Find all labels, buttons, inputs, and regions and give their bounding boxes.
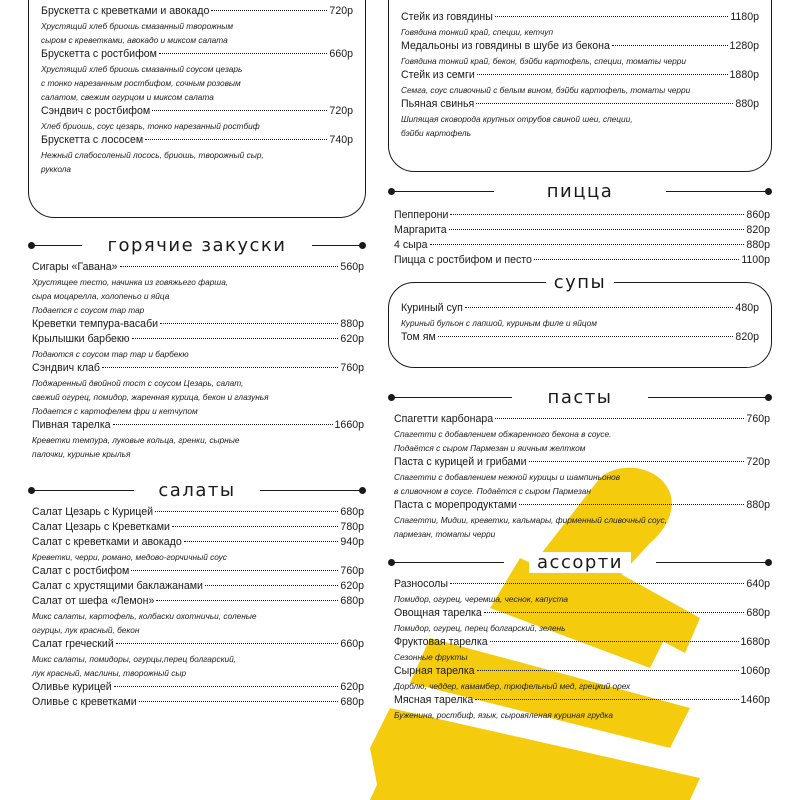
menu-item xyxy=(394,635,770,650)
item-description: с тонко нарезанным ростбифом, сочным розовым xyxy=(41,78,241,88)
menu-item xyxy=(41,47,353,62)
pizza-title: пицца xyxy=(539,181,622,202)
item-price: 880р xyxy=(340,318,364,330)
dot-leader xyxy=(211,10,327,11)
item-price: 480р xyxy=(735,302,759,314)
dot-leader xyxy=(172,526,338,527)
menu-item xyxy=(32,332,364,347)
item-name: Салат греческий xyxy=(32,638,114,650)
item-name: Сигары «Гавана» xyxy=(32,261,118,273)
item-description: Микс салаты, картофель, колбаски охотничьи, соленые xyxy=(32,611,257,621)
dot-leader xyxy=(116,643,339,644)
item-description: Дорблю, чеддер, камамбер, трюфельный мед, грецкий орех xyxy=(394,681,631,691)
item-price: 1100р xyxy=(741,254,770,266)
item-description: Подается с картофелем фри и кетчупом xyxy=(32,406,198,416)
item-name: Куриный суп xyxy=(401,302,463,314)
item-price: 680р xyxy=(340,696,364,708)
item-name: Крылышки барбекю xyxy=(32,333,130,345)
item-name: Сэндвич с ростбифом xyxy=(41,105,151,117)
item-name: Пьяная свинья xyxy=(401,98,475,110)
item-name: Разносолы xyxy=(394,578,448,590)
item-price: 1060р xyxy=(740,665,770,677)
item-description: лук красный, маслины, творожный сыр xyxy=(32,668,187,678)
menu-item xyxy=(401,97,759,112)
hot-appetizers-header xyxy=(28,232,366,258)
dot-leader xyxy=(159,53,327,54)
menu-item xyxy=(41,104,353,119)
item-description: Куриный бульон с лапшой, куриным филе и яйцом xyxy=(401,318,597,328)
dot-leader xyxy=(430,244,745,245)
item-description: Микс салаты, помидоры, огурцы,перец болгарский, xyxy=(32,654,237,664)
item-description: Креветки, черри, романо, медово-горчичный соус xyxy=(32,552,227,562)
item-name: Паста с курицей и грибами xyxy=(394,456,527,468)
dot-leader xyxy=(465,307,734,308)
item-description: Говядина тонкий край, специи, кетчуп xyxy=(401,27,554,37)
dot-leader xyxy=(145,139,327,140)
dot-leader xyxy=(450,583,744,584)
hot-appetizers-list xyxy=(28,258,366,461)
dot-leader xyxy=(477,670,739,671)
dot-leader xyxy=(114,686,339,687)
menu-item xyxy=(394,412,770,427)
dot-leader xyxy=(475,699,738,700)
menu-item xyxy=(41,4,353,19)
item-price: 820р xyxy=(735,331,759,343)
item-name: Паста с морепродуктами xyxy=(394,499,517,511)
item-description: Подается с соусом тар тар xyxy=(32,305,145,315)
menu-item xyxy=(32,260,364,275)
item-price: 680р xyxy=(746,607,770,619)
menu-item xyxy=(401,10,759,25)
hot-dishes-box xyxy=(388,0,772,172)
right-column xyxy=(388,0,772,722)
item-name: Салат с ростбифом xyxy=(32,565,130,577)
item-name: Фруктовая тарелка xyxy=(394,636,488,648)
item-name: Оливье с креветками xyxy=(32,696,137,708)
dot-leader xyxy=(205,585,339,586)
item-description: сыра моцарелла, холопеньо и яйца xyxy=(32,291,170,301)
item-description: Говядина тонкий край, бекон, бэйби картофель, специи, томаты черри xyxy=(401,56,686,66)
item-name: Овощная тарелка xyxy=(394,607,482,619)
menu-item xyxy=(401,68,759,83)
dot-leader xyxy=(132,338,339,339)
dot-leader xyxy=(484,612,745,613)
menu-item xyxy=(394,606,770,621)
dot-leader xyxy=(477,74,728,75)
menu-item xyxy=(32,695,364,710)
item-price: 620р xyxy=(340,333,364,345)
menu-item xyxy=(394,238,770,253)
item-name: Брускетта с креветками и авокадо xyxy=(41,5,210,17)
dot-leader xyxy=(155,511,338,512)
item-price: 760р xyxy=(746,413,770,425)
item-name: Сэндвич клаб xyxy=(32,362,100,374)
dot-leader xyxy=(519,504,745,505)
item-price: 880р xyxy=(746,499,770,511)
item-name: 4 сыра xyxy=(394,239,428,251)
pasta-list xyxy=(388,410,772,541)
item-name: Пепперони xyxy=(394,209,449,221)
dot-leader xyxy=(102,367,338,368)
menu-item xyxy=(394,455,770,470)
item-description: Хлеб бриошь, соус цезарь, тонко нарезанный ростбиф xyxy=(41,121,260,131)
soups-box xyxy=(388,271,772,368)
pizza-list xyxy=(388,204,772,268)
dot-leader xyxy=(438,336,734,337)
item-name: Салат с хрустящими баклажанами xyxy=(32,580,203,592)
item-description: Помидор, огурец, перец болгарский, зелень xyxy=(394,623,566,633)
header-line-right xyxy=(260,490,360,491)
item-description: Поджаренный двойной тост с соусом Цезарь, салат, xyxy=(32,378,244,388)
item-price: 740р xyxy=(329,134,353,146)
item-description: Спагетти с добавлением обжаренного бекона в соусе. xyxy=(394,429,612,439)
header-line-right xyxy=(666,191,766,192)
menu-item xyxy=(401,301,759,316)
item-description: Подаётся с сыром Пармезан и яичным желтком xyxy=(394,443,586,453)
item-price: 620р xyxy=(340,580,364,592)
item-price: 1660р xyxy=(334,419,364,431)
item-description: Помидор, огурец, черемша, чеснок, капуста xyxy=(394,594,569,604)
dot-leader xyxy=(160,323,338,324)
item-price: 1680р xyxy=(740,636,770,648)
menu-item xyxy=(394,208,770,223)
item-description: Семга, соус сливочный с белым вином, бэйби картофель, томаты черри xyxy=(401,85,691,95)
item-price: 720р xyxy=(329,5,353,17)
item-name: Салат с креветками и авокадо xyxy=(32,536,182,548)
dot-leader xyxy=(120,266,339,267)
item-description: руккола xyxy=(41,164,72,174)
item-price: 720р xyxy=(329,105,353,117)
item-price: 1460р xyxy=(740,694,770,706)
item-name: Брускетта с ростбифом xyxy=(41,48,157,60)
menu-item xyxy=(32,505,364,520)
item-price: 780р xyxy=(340,521,364,533)
header-line-left xyxy=(34,490,134,491)
item-name: Том ям xyxy=(401,331,436,343)
item-name: Салат от шефа «Лемон» xyxy=(32,595,155,607)
dot-leader xyxy=(476,103,733,104)
menu-item xyxy=(32,564,364,579)
item-name: Пицца с ростбифом и песто xyxy=(394,254,532,266)
item-price: 560р xyxy=(340,261,364,273)
item-name: Стейк из говядины xyxy=(401,11,493,23)
item-price: 1880р xyxy=(729,69,759,81)
item-price: 760р xyxy=(340,362,364,374)
item-description: в сливочном в соусе. Подаётся с сыром Пармезан xyxy=(394,486,591,496)
item-description: палочки, куриные крылья xyxy=(32,449,131,459)
item-name: Сырная тарелка xyxy=(394,665,475,677)
menu-item xyxy=(32,535,364,550)
dot-leader xyxy=(450,214,744,215)
dot-leader xyxy=(495,16,728,17)
pasta-title: пасты xyxy=(540,387,621,408)
item-name: Стейк из семги xyxy=(401,69,475,81)
item-description: салатом, свежим огурцом и миксом салата xyxy=(41,92,214,102)
menu-item xyxy=(394,577,770,592)
assorti-header xyxy=(388,549,772,575)
dot-leader xyxy=(184,541,339,542)
item-description: Хрустящий хлеб бриошь смазанный соусом цезарь xyxy=(41,64,243,74)
header-line-right xyxy=(312,245,360,246)
item-price: 860р xyxy=(746,209,770,221)
item-name: Оливье курицей xyxy=(32,681,112,693)
menu-item xyxy=(32,361,364,376)
header-line-left xyxy=(394,191,494,192)
item-description: Хрустящее тесто, начинка из говяжьего фарша, xyxy=(32,277,229,287)
assorti-title: ассорти xyxy=(529,552,631,573)
dot-leader xyxy=(490,641,739,642)
menu-item xyxy=(32,579,364,594)
item-description: пармезан, томаты черри xyxy=(394,529,496,539)
dot-leader xyxy=(449,229,745,230)
pizza-header xyxy=(388,178,772,204)
item-description: Буженина, ростбиф, язык, сыровяленая куриная грудка xyxy=(394,710,613,720)
item-description: бэйби картофель xyxy=(401,128,471,138)
item-price: 660р xyxy=(329,48,353,60)
item-description: Подаются с соусом тар тар и барбекю xyxy=(32,349,189,359)
menu-item xyxy=(394,498,770,513)
menu-item xyxy=(32,418,364,433)
salads-header xyxy=(28,477,366,503)
item-price: 620р xyxy=(340,681,364,693)
item-name: Маргарита xyxy=(394,224,447,236)
cold-appetizers-box xyxy=(28,0,366,218)
item-name: Креветки темпура-васаби xyxy=(32,318,159,330)
header-line-left xyxy=(394,397,512,398)
item-price: 680р xyxy=(340,506,364,518)
item-name: Спагетти карбонара xyxy=(394,413,494,425)
assorti-list xyxy=(388,575,772,722)
item-price: 640р xyxy=(746,578,770,590)
salads-title: салаты xyxy=(150,480,243,501)
item-description: огурцы, лук красный, бекон xyxy=(32,625,140,635)
item-description: свежий огурец, помидор, жаренная курица, бекон и глазунья xyxy=(32,392,269,402)
item-price: 880р xyxy=(735,98,759,110)
item-description: Спагетти с добавлением нежной курицы и шампиньонов xyxy=(394,472,621,482)
soups-header xyxy=(389,269,771,295)
item-price: 880р xyxy=(746,239,770,251)
dot-leader xyxy=(113,424,333,425)
menu-item xyxy=(394,693,770,708)
header-line-left xyxy=(394,562,504,563)
item-price: 720р xyxy=(746,456,770,468)
menu-item xyxy=(394,223,770,238)
menu-item xyxy=(32,317,364,332)
menu-item xyxy=(32,520,364,535)
dot-leader xyxy=(612,45,728,46)
dot-leader xyxy=(152,110,327,111)
menu-item xyxy=(401,39,759,54)
item-description: Нежный слабосоленый лосось, бриошь, творожный сыр, xyxy=(41,150,264,160)
item-description: Хрустящий хлеб бриошь смазанный творожным xyxy=(41,21,234,31)
menu-item xyxy=(32,680,364,695)
item-description: сыром с креветками, авокадо и миксом салата xyxy=(41,35,228,45)
item-name: Медальоны из говядины в шубе из бекона xyxy=(401,40,610,52)
menu-item xyxy=(41,133,353,148)
item-price: 660р xyxy=(340,638,364,650)
item-name: Мясная тарелка xyxy=(394,694,474,706)
dot-leader xyxy=(495,418,744,419)
item-description: Спагетти, Мидии, креветки, кальмары, фирменный сливочный соус, xyxy=(394,515,668,525)
dot-leader xyxy=(139,701,339,702)
dot-leader xyxy=(156,600,338,601)
menu-item xyxy=(32,594,364,609)
item-price: 760р xyxy=(340,565,364,577)
salads-list xyxy=(28,503,366,710)
menu-item xyxy=(401,330,759,345)
soups-title: супы xyxy=(546,272,615,293)
hot-appetizers-title: горячие закуски xyxy=(100,235,295,256)
menu-item xyxy=(394,253,770,268)
header-line-right xyxy=(648,397,766,398)
dot-leader xyxy=(529,461,745,462)
pasta-header xyxy=(388,384,772,410)
item-description: Шипящая сковорода крупных отрубов свиной шеи, специи, xyxy=(401,114,633,124)
header-line-right xyxy=(656,562,766,563)
item-name: Салат Цезарь с Креветками xyxy=(32,521,170,533)
dot-leader xyxy=(534,259,739,260)
menu-item xyxy=(32,637,364,652)
item-description: Сезонные фрукты xyxy=(394,652,468,662)
item-name: Пивная тарелка xyxy=(32,419,111,431)
item-name: Салат Цезарь с Курицей xyxy=(32,506,154,518)
item-price: 1280р xyxy=(729,40,759,52)
dot-leader xyxy=(131,570,338,571)
menu-item xyxy=(394,664,770,679)
item-price: 940р xyxy=(340,536,364,548)
item-price: 820р xyxy=(746,224,770,236)
left-column xyxy=(28,0,366,710)
item-price: 1180р xyxy=(730,11,759,23)
item-description: Креветки темпура, луковые кольца, гренки, сырные xyxy=(32,435,240,445)
item-name: Брускетта с лососем xyxy=(41,134,144,146)
item-price: 680р xyxy=(340,595,364,607)
header-line-left xyxy=(34,245,82,246)
